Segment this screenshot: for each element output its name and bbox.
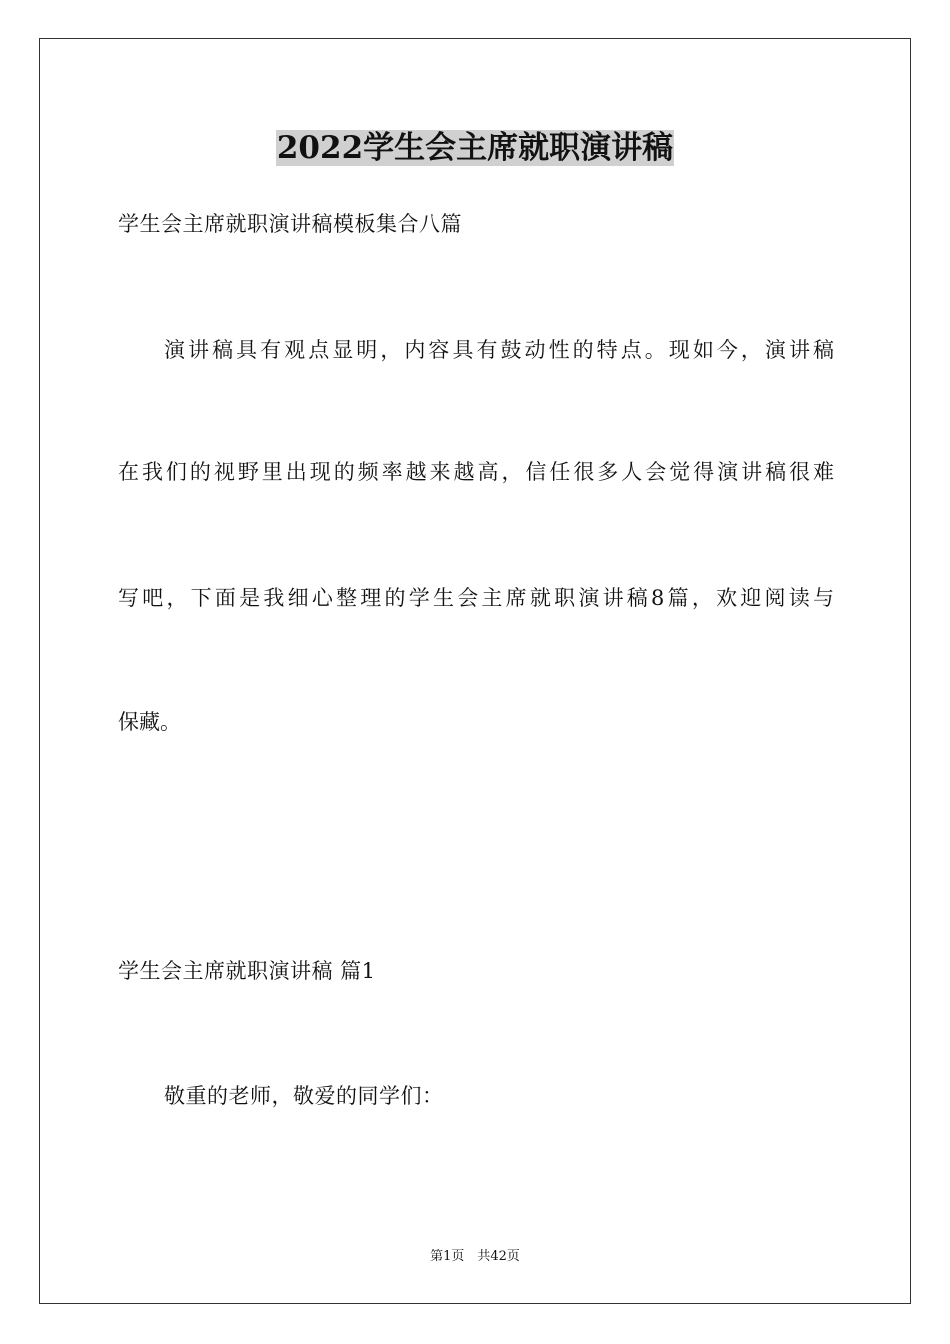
- greeting: 敬重的老师，敬爱的同学们：: [164, 1084, 444, 1108]
- intro-paragraph-line-1: [118, 336, 834, 364]
- intro-paragraph-line-4: [118, 708, 834, 736]
- document-title: 2022学生会主席就职演讲稿: [276, 130, 674, 166]
- section-heading: 学生会主席就职演讲稿 篇1: [118, 959, 376, 983]
- document-subtitle: 学生会主席就职演讲稿模板集合八篇: [118, 212, 462, 236]
- page-footer: 第1页 共42页: [430, 1249, 520, 1264]
- intro-paragraph-line-2: [118, 458, 834, 486]
- intro-line: 保藏。: [118, 710, 181, 734]
- intro-line: 写吧，下面是我细心整理的学生会主席就职演讲稿8篇，欢迎阅读与: [118, 586, 834, 610]
- intro-line: 在我们的视野里出现的频率越来越高，信任很多人会觉得演讲稿很难: [118, 460, 834, 484]
- intro-paragraph-line-3: [118, 584, 834, 612]
- intro-line: 演讲稿具有观点显明，内容具有鼓动性的特点。现如今，演讲稿: [164, 338, 834, 362]
